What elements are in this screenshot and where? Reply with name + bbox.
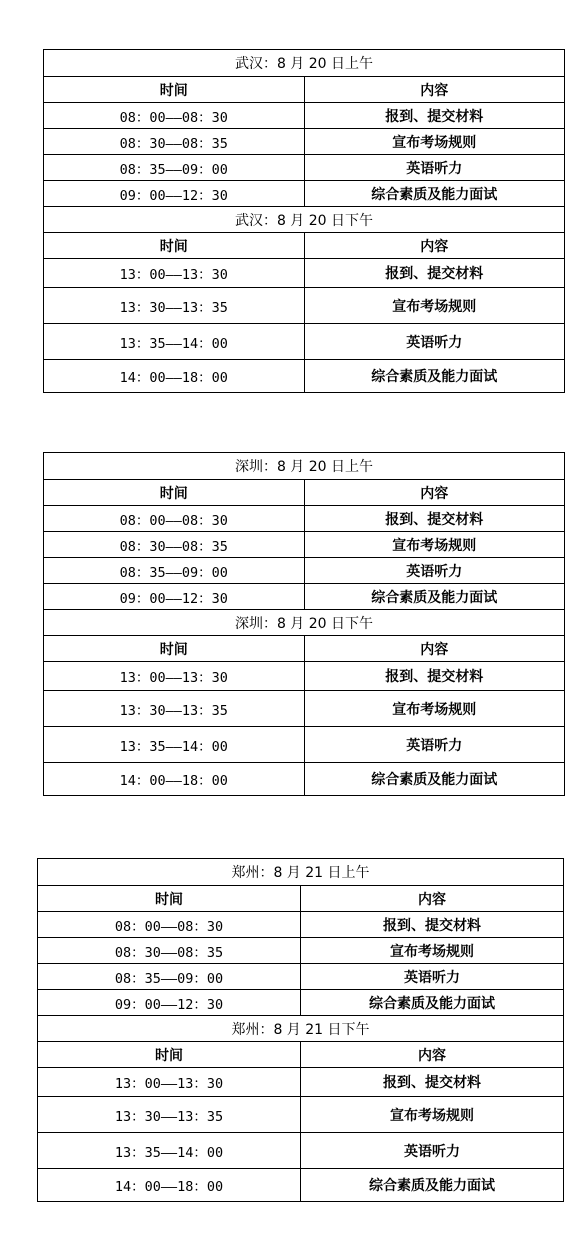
content-cell: 报到、提交材料 bbox=[301, 1068, 564, 1097]
content-cell: 英语听力 bbox=[304, 727, 565, 763]
session-title-am: 武汉：8 月 20 日上午 bbox=[44, 50, 565, 77]
header-content: 内容 bbox=[304, 77, 565, 103]
session-title-am: 深圳：8 月 20 日上午 bbox=[44, 453, 565, 480]
header-content: 内容 bbox=[304, 233, 565, 259]
header-content: 内容 bbox=[304, 636, 565, 662]
schedule-table-shenzhen bbox=[43, 452, 565, 796]
content-cell: 英语听力 bbox=[304, 558, 565, 584]
content-cell: 英语听力 bbox=[304, 155, 565, 181]
session-title-pm: 武汉：8 月 20 日下午 bbox=[44, 207, 565, 233]
session-title-am: 郑州：8 月 21 日上午 bbox=[38, 859, 564, 886]
content-cell: 报到、提交材料 bbox=[304, 506, 565, 532]
time-cell: 08：00——08：30 bbox=[38, 912, 301, 938]
time-cell: 13：30——13：35 bbox=[44, 691, 305, 727]
time-cell: 08：35——09：00 bbox=[38, 964, 301, 990]
content-cell: 英语听力 bbox=[301, 1133, 564, 1169]
content-cell: 宣布考场规则 bbox=[304, 532, 565, 558]
content-cell: 宣布考场规则 bbox=[304, 129, 565, 155]
header-time: 时间 bbox=[44, 480, 305, 506]
time-cell: 09：00——12：30 bbox=[38, 990, 301, 1016]
time-cell: 08：00——08：30 bbox=[44, 103, 305, 129]
time-cell: 14：00——18：00 bbox=[38, 1169, 301, 1202]
content-cell: 英语听力 bbox=[301, 964, 564, 990]
time-cell: 13：30——13：35 bbox=[44, 288, 305, 324]
schedule-table-wuhan bbox=[43, 49, 565, 393]
header-content: 内容 bbox=[301, 1042, 564, 1068]
content-cell: 英语听力 bbox=[304, 324, 565, 360]
content-cell: 宣布考场规则 bbox=[301, 938, 564, 964]
time-cell: 13：00——13：30 bbox=[44, 662, 305, 691]
time-cell: 14：00——18：00 bbox=[44, 763, 305, 796]
time-cell: 14：00——18：00 bbox=[44, 360, 305, 393]
content-cell: 综合素质及能力面试 bbox=[301, 1169, 564, 1202]
header-time: 时间 bbox=[44, 77, 305, 103]
time-cell: 08：30——08：35 bbox=[38, 938, 301, 964]
time-cell: 13：30——13：35 bbox=[38, 1097, 301, 1133]
header-time: 时间 bbox=[44, 233, 305, 259]
header-content: 内容 bbox=[301, 886, 564, 912]
time-cell: 09：00——12：30 bbox=[44, 181, 305, 207]
time-cell: 08：35——09：00 bbox=[44, 558, 305, 584]
header-content: 内容 bbox=[304, 480, 565, 506]
content-cell: 宣布考场规则 bbox=[304, 691, 565, 727]
header-time: 时间 bbox=[44, 636, 305, 662]
content-cell: 报到、提交材料 bbox=[304, 662, 565, 691]
time-cell: 13：35——14：00 bbox=[38, 1133, 301, 1169]
time-cell: 09：00——12：30 bbox=[44, 584, 305, 610]
content-cell: 综合素质及能力面试 bbox=[304, 763, 565, 796]
time-cell: 08：35——09：00 bbox=[44, 155, 305, 181]
content-cell: 宣布考场规则 bbox=[304, 288, 565, 324]
session-title-pm: 深圳：8 月 20 日下午 bbox=[44, 610, 565, 636]
header-time: 时间 bbox=[38, 886, 301, 912]
content-cell: 报到、提交材料 bbox=[301, 912, 564, 938]
content-cell: 综合素质及能力面试 bbox=[304, 360, 565, 393]
time-cell: 08：30——08：35 bbox=[44, 129, 305, 155]
content-cell: 综合素质及能力面试 bbox=[304, 584, 565, 610]
time-cell: 08：00——08：30 bbox=[44, 506, 305, 532]
content-cell: 综合素质及能力面试 bbox=[301, 990, 564, 1016]
content-cell: 综合素质及能力面试 bbox=[304, 181, 565, 207]
time-cell: 13：00——13：30 bbox=[44, 259, 305, 288]
content-cell: 报到、提交材料 bbox=[304, 259, 565, 288]
time-cell: 13：35——14：00 bbox=[44, 324, 305, 360]
content-cell: 报到、提交材料 bbox=[304, 103, 565, 129]
schedule-table-zhengzhou bbox=[37, 858, 564, 1202]
content-cell: 宣布考场规则 bbox=[301, 1097, 564, 1133]
time-cell: 13：00——13：30 bbox=[38, 1068, 301, 1097]
time-cell: 13：35——14：00 bbox=[44, 727, 305, 763]
session-title-pm: 郑州：8 月 21 日下午 bbox=[38, 1016, 564, 1042]
time-cell: 08：30——08：35 bbox=[44, 532, 305, 558]
header-time: 时间 bbox=[38, 1042, 301, 1068]
